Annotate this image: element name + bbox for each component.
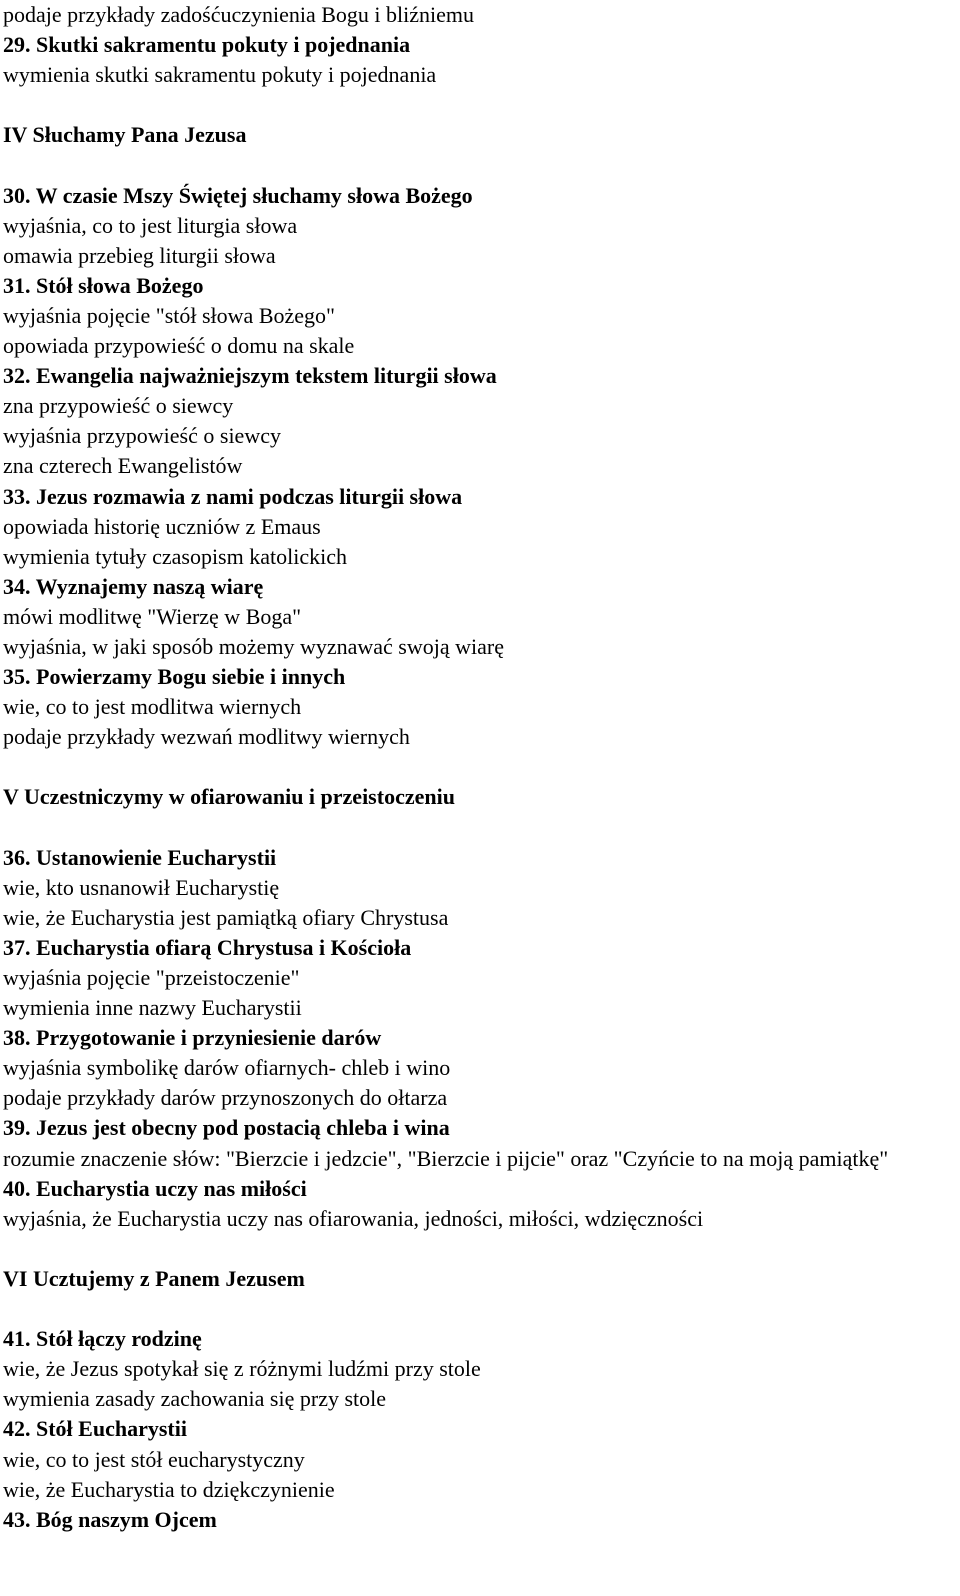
section-heading: 42. Stół Eucharystii bbox=[3, 1416, 187, 1442]
text-line: wymienia skutki sakramentu pokuty i pojednania bbox=[3, 62, 437, 88]
blank-line bbox=[3, 90, 953, 120]
text-line: zna przypowieść o siewcy bbox=[3, 393, 234, 419]
section-heading: 40. Eucharystia uczy nas miłości bbox=[3, 1175, 307, 1201]
text-line: wie, że Eucharystia to dziękczynienie bbox=[3, 1476, 335, 1502]
section-heading: 31. Stół słowa Bożego bbox=[3, 272, 204, 298]
blank-line bbox=[3, 813, 953, 843]
blank-line bbox=[3, 1294, 953, 1324]
blank-line bbox=[3, 150, 953, 180]
section-heading: 37. Eucharystia ofiarą Chrystusa i Kościoła bbox=[3, 934, 412, 960]
section-heading: 34. Wyznajemy naszą wiarę bbox=[3, 573, 264, 599]
section-heading: 30. W czasie Mszy Świętej słuchamy słowa Bożego bbox=[3, 182, 473, 208]
section-heading: 32. Ewangelia najważniejszym tekstem liturgii słowa bbox=[3, 363, 497, 389]
text-line: wie, co to jest stół eucharystyczny bbox=[3, 1446, 305, 1472]
section-heading: IV Słuchamy Pana Jezusa bbox=[3, 122, 247, 148]
text-line: podaje przykłady wezwań modlitwy wiernych bbox=[3, 724, 410, 750]
text-line: podaje przykłady darów przynoszonych do ołtarza bbox=[3, 1085, 448, 1111]
text-line: wie, kto usnanowił Eucharystię bbox=[3, 874, 280, 900]
text-line: zna czterech Ewangelistów bbox=[3, 453, 243, 479]
text-line: mówi modlitwę "Wierzę w Boga" bbox=[3, 603, 302, 629]
section-heading: 38. Przygotowanie i przyniesienie darów bbox=[3, 1025, 382, 1051]
text-line: wymienia zasady zachowania się przy stole bbox=[3, 1386, 387, 1412]
section-heading: 41. Stół łączy rodzinę bbox=[3, 1326, 202, 1352]
text-line: wymienia inne nazwy Eucharystii bbox=[3, 995, 302, 1021]
text-line: wymienia tytuły czasopism katolickich bbox=[3, 543, 347, 569]
blank-line bbox=[3, 1234, 953, 1264]
blank-line bbox=[3, 752, 953, 782]
text-line: wyjaśnia przypowieść o siewcy bbox=[3, 423, 281, 449]
section-heading: 33. Jezus rozmawia z nami podczas liturgii słowa bbox=[3, 483, 463, 509]
text-line: wie, że Jezus spotykał się z różnymi ludźmi przy stole bbox=[3, 1356, 481, 1382]
section-heading: 35. Powierzamy Bogu siebie i innych bbox=[3, 664, 346, 690]
section-heading: 36. Ustanowienie Eucharystii bbox=[3, 844, 277, 870]
text-line: wie, co to jest modlitwa wiernych bbox=[3, 694, 302, 720]
text-line: wyjaśnia symbolikę darów ofiarnych- chleb i wino bbox=[3, 1055, 451, 1081]
text-line: wyjaśnia pojęcie "przeistoczenie" bbox=[3, 965, 300, 990]
text-line: wie, że Eucharystia jest pamiątką ofiary Chrystusa bbox=[3, 904, 449, 930]
section-heading: 29. Skutki sakramentu pokuty i pojednania bbox=[3, 32, 411, 58]
section-heading: V Uczestniczymy w ofiarowaniu i przeistoczeniu bbox=[3, 784, 455, 810]
text-line: omawia przebieg liturgii słowa bbox=[3, 242, 276, 268]
text-line: wyjaśnia pojęcie "stół słowa Bożego" bbox=[3, 302, 335, 328]
text-line: opowiada historię uczniów z Emaus bbox=[3, 513, 321, 539]
text-line: wyjaśnia, co to jest liturgia słowa bbox=[3, 212, 298, 238]
text-line: wyjaśnia, że Eucharystia uczy nas ofiarowania, jedności, miłości, wdzięczności bbox=[3, 1205, 704, 1231]
document-page bbox=[3, 0, 953, 1535]
text-line: podaje przykłady zadośćuczynienia Bogu i bliźniemu bbox=[3, 2, 475, 27]
section-heading: 43. Bóg naszym Ojcem bbox=[3, 1506, 217, 1532]
text-line: rozumie znaczenie słów: "Bierzcie i jedzcie", "Bierzcie i pijcie" oraz "Czyńcie to na moją pamiątkę" bbox=[3, 1145, 889, 1171]
section-heading: VI Ucztujemy z Panem Jezusem bbox=[3, 1265, 305, 1291]
text-line: wyjaśnia, w jaki sposób możemy wyznawać swoją wiarę bbox=[3, 633, 504, 659]
text-line: opowiada przypowieść o domu na skale bbox=[3, 333, 355, 359]
section-heading: 39. Jezus jest obecny pod postacią chleba i wina bbox=[3, 1115, 450, 1141]
